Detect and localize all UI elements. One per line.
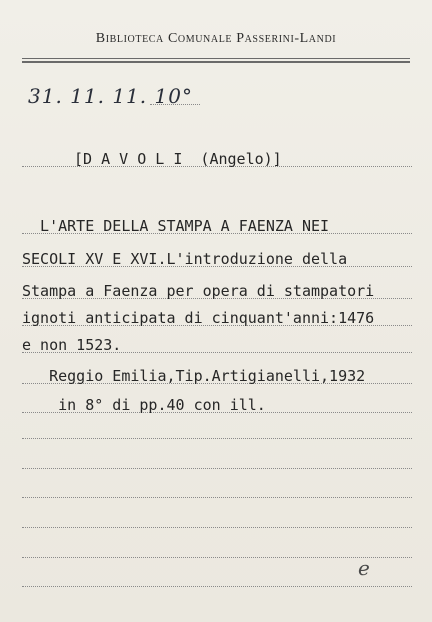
title-line-1: L'ARTE DELLA STAMPA A FAENZA NEI <box>22 217 330 235</box>
title-line-5: e non 1523. <box>22 336 122 354</box>
title-line-2: SECOLI XV E XVI.L'introduzione della <box>22 250 348 268</box>
dotted-line <box>22 586 412 587</box>
title-line-3: Stampa a Faenza per opera di stampatori <box>22 282 375 300</box>
dotted-line <box>22 438 412 439</box>
header-rule-double <box>22 61 410 63</box>
dotted-line <box>22 557 412 558</box>
dotted-line <box>150 104 200 105</box>
author-heading: [D A V O L I (Angelo)] <box>74 150 282 168</box>
dotted-line <box>22 527 412 528</box>
dotted-line <box>22 497 412 498</box>
dotted-line <box>22 468 412 469</box>
collation-line: in 8° di pp.40 con ill. <box>22 396 266 414</box>
handwritten-mark: e <box>358 556 370 580</box>
library-header: Biblioteca Comunale Passerini-Landi <box>95 31 337 46</box>
title-line-4: ignoti anticipata di cinquant'anni:1476 <box>22 309 375 327</box>
imprint-line: Reggio Emilia,Tip.Artigianelli,1932 <box>22 367 366 385</box>
shelfmark: 31. 11. 11. 10° <box>28 84 193 108</box>
header-rule <box>22 58 410 59</box>
